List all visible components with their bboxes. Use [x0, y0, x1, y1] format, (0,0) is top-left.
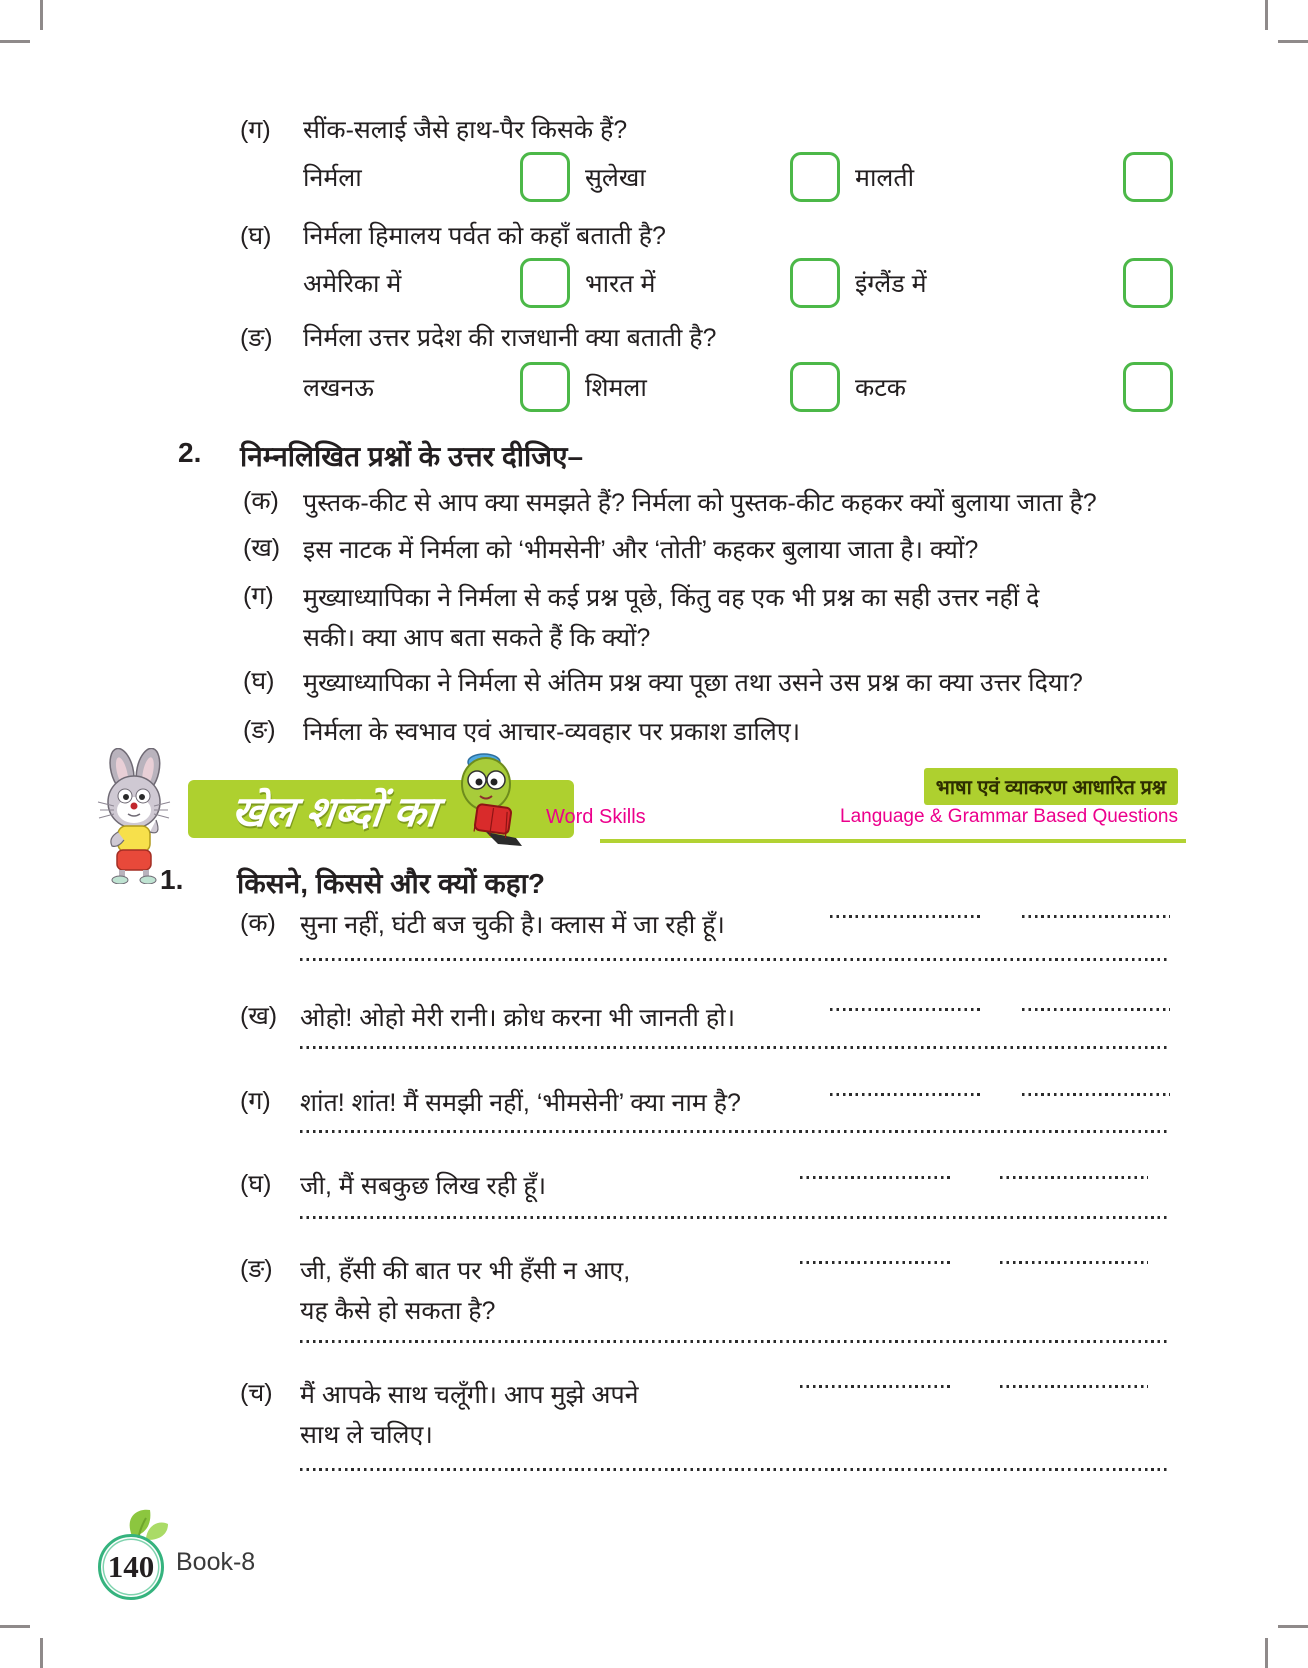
question-label: (ख)	[240, 1002, 278, 1030]
answer-line-short[interactable]	[830, 915, 980, 918]
answer-line-short[interactable]	[830, 1008, 980, 1011]
answer-checkbox[interactable]	[790, 258, 840, 308]
dialogue-text: ओहो! ओहो मेरी रानी। क्रोध करना भी जानती हो।	[300, 1004, 736, 1032]
answer-line-full[interactable]	[300, 958, 1168, 961]
question-text: पुस्तक-कीट से आप क्या समझते हैं? निर्मला को पुस्तक-कीट कहकर क्यों बुलाया जाता है?	[303, 489, 1097, 517]
answer-line-full[interactable]	[300, 1340, 1168, 1343]
crop-mark	[1265, 0, 1268, 30]
mcq-options-row	[0, 258, 1308, 308]
answer-checkbox[interactable]	[520, 258, 570, 308]
option-label: अमेरिका में	[303, 270, 402, 298]
answer-checkbox[interactable]	[1123, 258, 1173, 308]
header-rule	[600, 839, 1186, 843]
section-heading: किसने, किससे और क्यों कहा?	[237, 868, 546, 899]
answer-line-short[interactable]	[830, 1093, 980, 1096]
mcq-options-row	[0, 362, 1308, 412]
section-heading: निम्नलिखित प्रश्नों के उत्तर दीजिए–	[240, 441, 584, 472]
crop-mark	[1278, 40, 1308, 43]
question-label: (ङ)	[240, 1255, 273, 1283]
question-text: मुख्याध्यापिका ने निर्मला से कई प्रश्न पूछे, किंतु वह एक भी प्रश्न का सही उत्तर नहीं दे सकी। क्या आप बता सकते हैं कि क्यों?	[303, 584, 1040, 652]
option-label: भारत में	[585, 270, 656, 298]
answer-line-short[interactable]	[1022, 1008, 1170, 1011]
page-number: 140	[107, 1549, 155, 1584]
question-number: 2.	[178, 437, 202, 468]
option-label: निर्मला	[303, 164, 362, 192]
crop-mark	[1265, 1638, 1268, 1668]
answer-line-short[interactable]	[1022, 1093, 1170, 1096]
dialogue-text: जी, मैं सबकुछ लिख रही हूँ।	[300, 1172, 547, 1200]
answer-line-short[interactable]	[1000, 1385, 1148, 1388]
crop-mark	[0, 40, 30, 43]
question-label: (ग)	[240, 1087, 271, 1115]
answer-line-full[interactable]	[300, 1046, 1168, 1049]
answer-checkbox[interactable]	[1123, 152, 1173, 202]
crop-mark	[0, 1625, 30, 1628]
dialogue-text: सुना नहीं, घंटी बज चुकी है। क्लास में जा रही हूँ।	[300, 911, 725, 939]
dialogue-text: शांत! शांत! मैं समझी नहीं, ‘भीमसेनी’ क्या नाम है?	[300, 1089, 741, 1117]
answer-checkbox[interactable]	[790, 152, 840, 202]
option-label: शिमला	[585, 374, 647, 402]
crop-mark	[1278, 1625, 1308, 1628]
section-banner-title: खेल शब्दों का	[229, 788, 440, 835]
question-label: (घ)	[240, 222, 272, 250]
answer-checkbox[interactable]	[1123, 362, 1173, 412]
crop-mark	[40, 0, 43, 30]
pencil-mascot-icon	[446, 752, 538, 848]
question-label: (क)	[240, 909, 276, 937]
question-label: (घ)	[240, 1170, 272, 1198]
dialogue-text: जी, हँसी की बात पर भी हँसी न आए, यह कैसे हो सकता है?	[300, 1257, 631, 1325]
answer-line-short[interactable]	[1000, 1261, 1148, 1264]
question-label: (च)	[240, 1379, 273, 1407]
answer-checkbox[interactable]	[520, 362, 570, 412]
question-label: (ङ)	[240, 324, 273, 352]
word-skills-label: Word Skills	[546, 806, 646, 828]
page-number-circle	[98, 1534, 164, 1600]
mcq-options-row	[0, 152, 1308, 202]
question-text: निर्मला के स्वभाव एवं आचार-व्यवहार पर प्रकाश डालिए।	[303, 718, 801, 746]
option-label: लखनऊ	[303, 374, 374, 402]
grammar-badge-english: Language & Grammar Based Questions	[840, 806, 1178, 827]
question-text: निर्मला हिमालय पर्वत को कहाँ बताती है?	[303, 222, 666, 250]
option-label: इंग्लैंड में	[855, 270, 927, 298]
grammar-badge-hindi: भाषा एवं व्याकरण आधारित प्रश्न	[924, 768, 1178, 805]
question-label: (क)	[243, 487, 279, 515]
answer-line-full[interactable]	[300, 1468, 1168, 1471]
answer-line-short[interactable]	[800, 1385, 950, 1388]
question-label: (ख)	[243, 534, 281, 562]
answer-line-short[interactable]	[800, 1176, 950, 1179]
question-label: (ग)	[240, 116, 271, 144]
answer-line-full[interactable]	[300, 1130, 1168, 1133]
dialogue-text: मैं आपके साथ चलूँगी। आप मुझे अपने साथ ले चलिए।	[300, 1381, 639, 1449]
book-label: Book-8	[176, 1548, 256, 1576]
answer-line-short[interactable]	[1022, 915, 1170, 918]
answer-line-short[interactable]	[1000, 1176, 1148, 1179]
question-number: 1.	[160, 864, 184, 895]
option-label: मालती	[855, 164, 915, 192]
question-text: मुख्याध्यापिका ने निर्मला से अंतिम प्रश्न क्या पूछा तथा उसने उस प्रश्न का क्या उत्तर दिया?	[303, 669, 1083, 697]
question-text: निर्मला उत्तर प्रदेश की राजधानी क्या बताती है?	[303, 324, 717, 352]
answer-line-full[interactable]	[300, 1216, 1168, 1219]
option-label: सुलेखा	[585, 164, 646, 192]
question-text: सींक-सलाई जैसे हाथ-पैर किसके हैं?	[303, 116, 628, 144]
question-label: (ङ)	[243, 716, 276, 744]
question-label: (ग)	[243, 582, 274, 610]
question-text: इस नाटक में निर्मला को ‘भीमसेनी’ और ‘तोती’ कहकर बुलाया जाता है। क्यों?	[303, 536, 979, 564]
answer-checkbox[interactable]	[790, 362, 840, 412]
answer-line-short[interactable]	[800, 1261, 950, 1264]
option-label: कटक	[855, 374, 907, 402]
answer-checkbox[interactable]	[520, 152, 570, 202]
crop-mark	[40, 1638, 43, 1668]
question-label: (घ)	[243, 667, 275, 695]
